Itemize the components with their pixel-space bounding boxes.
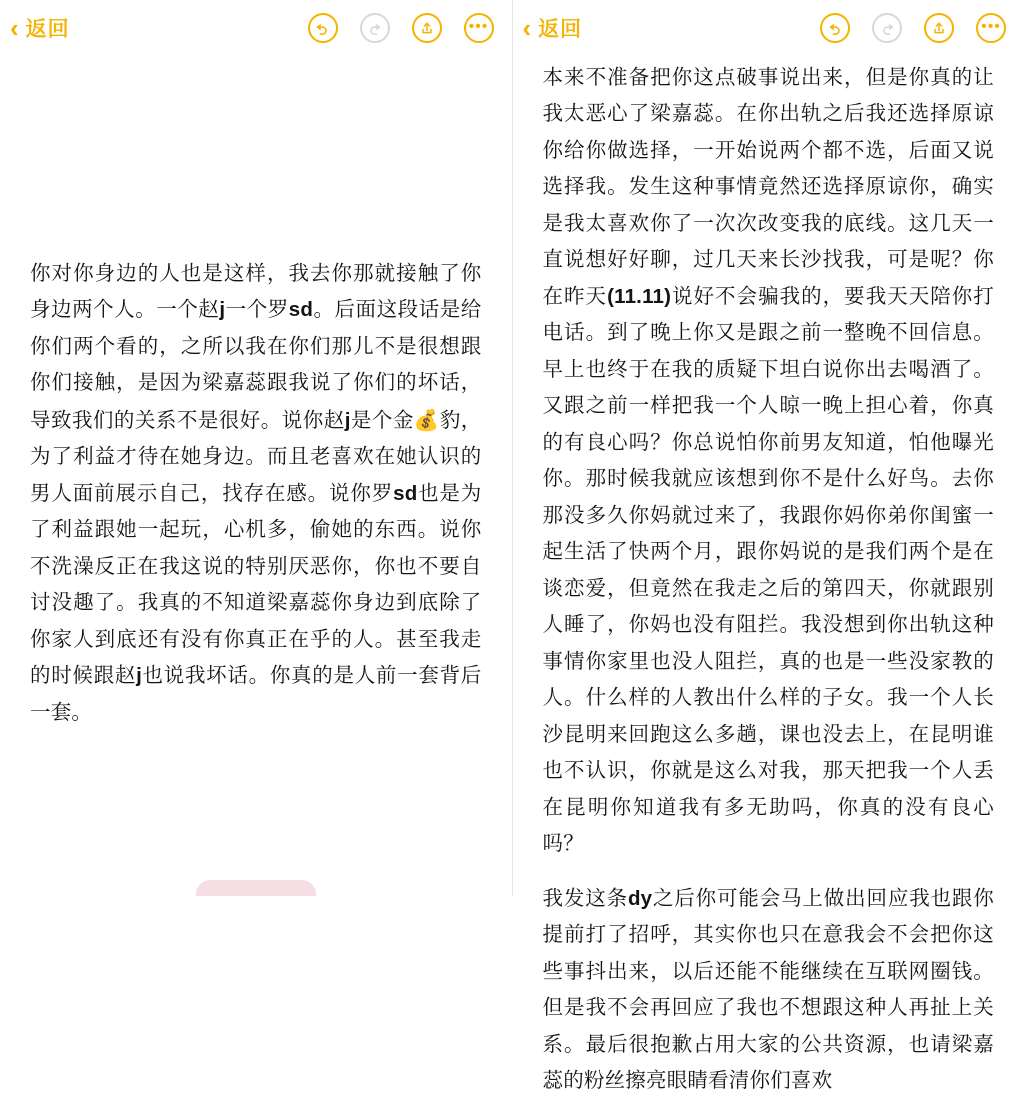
paragraph: 你对你身边的人也是这样，我去你那就接触了你身边两个人。一个赵j一个罗sd。后面这段话是给你们两个看的，之所以我在你们那儿不是很想跟你们接触，是因为梁嘉蕊跟我说了你们的坏话，导致我们的关系不是很好。说你赵j是个金💰豹，为了利益才待在她身边。而且老喜欢在她认识的男人面前展示自己，找存在感。说你罗sd也是为了利益跟她一起玩，心机多，偷她的东西。说你不洗澡反正在我这说的特别厌恶你，你也不要自讨没趣了。我真的不知道梁嘉蕊你身边到底除了你家人到底还有没有你真正在乎的人。甚至我走的时候跟赵j也说我坏话。你真的是人前一套背后一套。 [30, 256, 482, 731]
more-icon[interactable] [976, 13, 1006, 43]
left-topbar [0, 0, 512, 56]
back-button-label: 返回 [26, 13, 70, 43]
undo-icon[interactable] [820, 13, 850, 43]
more-icon[interactable] [464, 13, 494, 43]
back-button-right[interactable] [523, 13, 583, 43]
right-topbar-actions [820, 13, 1010, 43]
chevron-left-icon: ‹ [523, 15, 533, 41]
right-article-body [513, 56, 1024, 1100]
right-screen [513, 0, 1024, 896]
back-button-label: 返回 [538, 13, 582, 43]
right-topbar [513, 0, 1024, 56]
back-button-left[interactable] [10, 13, 70, 43]
chevron-left-icon: ‹ [10, 15, 20, 41]
undo-icon[interactable] [308, 13, 338, 43]
bottom-partial-element [196, 880, 316, 896]
redo-icon[interactable] [872, 13, 902, 43]
more-dots: ••• [469, 19, 489, 35]
left-article-body [0, 56, 512, 731]
paragraph: 我发这条dy之后你可能会马上做出回应我也跟你提前打了招呼，其实你也只在意我会不会把你这些事抖出来，以后还能不能继续在互联网圈钱。但是我不会再回应了我也不想跟这种人再扯上关系。最后很抱歉占用大家的公共资源，也请梁嘉蕊的粉丝擦亮眼睛看清你们喜欢 [543, 881, 995, 1100]
left-topbar-actions [308, 13, 498, 43]
left-screen [0, 0, 513, 896]
share-icon[interactable] [924, 13, 954, 43]
redo-icon[interactable] [360, 13, 390, 43]
paragraph: 本来不准备把你这点破事说出来，但是你真的让我太恶心了梁嘉蕊。在你出轨之后我还选择原谅你给你做选择，一开始说两个都不选，后面又说选择我。发生这种事情竟然还选择原谅你，确实是我太喜欢你了一次次改变我的底线。这几天一直说想好好聊，过几天来长沙找我，可是呢？你在昨天(11.11)说好不会骗我的，要我天天陪你打电话。到了晚上你又是跟之前一整晚不回信息。早上也终于在我的质疑下坦白说你出去喝酒了。又跟之前一样把我一个人晾一晚上担心着，你真的有良心吗？你总说怕你前男友知道，怕他曝光你。那时候我就应该想到你不是什么好鸟。去你那没多久你妈就过来了，我跟你妈你弟你闺蜜一起生活了快两个月，跟你妈说的是我们两个是在谈恋爱，但竟然在我走之后的第四天，你就跟别人睡了，你妈也没有阻拦。我没想到你出轨这种事情你家里也没人阻拦，真的也是一些没家教的人。什么样的人教出什么样的子女。我一个人长沙昆明来回跑这么多趟，课也没去上，在昆明谁也不认识，你就是这么对我，那天把我一个人丢在昆明你知道我有多无助吗，你真的没有良心吗？ [543, 60, 995, 863]
more-dots: ••• [981, 19, 1001, 35]
share-icon[interactable] [412, 13, 442, 43]
